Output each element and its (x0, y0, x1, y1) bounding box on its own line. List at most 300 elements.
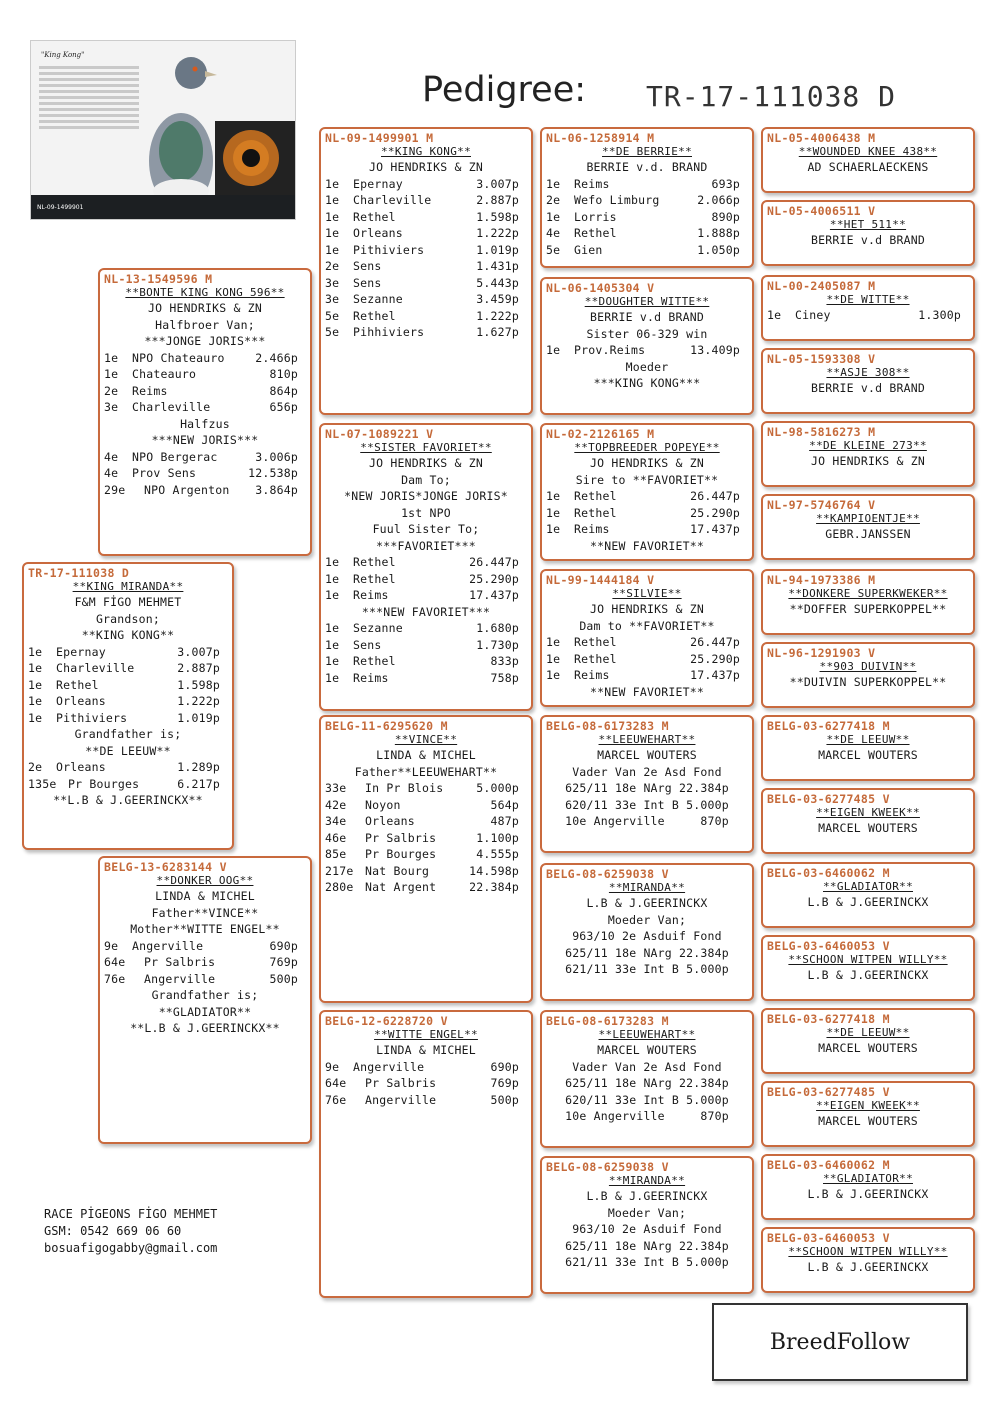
result-row (100, 465, 310, 482)
card-subject (22, 562, 234, 850)
result-points: 3.007p (476, 176, 519, 191)
info-line: 1st NPO (401, 505, 451, 520)
card-dam (98, 856, 312, 1144)
result-race: Pr Salbris (365, 830, 437, 845)
result-place: 1e (546, 635, 561, 649)
pigeon-name: **WOUNDED KNEE 438** (798, 145, 938, 158)
result-place-race (546, 342, 645, 359)
result-row (24, 644, 232, 661)
result-race: Pithiviers (56, 710, 128, 725)
result-race: Pithiviers (353, 242, 425, 257)
info-line: ***NEW JORIS*** (151, 433, 259, 447)
info-line: 10e Angerville 870p (565, 814, 729, 828)
ring-number: BELG-08-6173283 M (546, 719, 669, 733)
pigeon-name: **DOUGHTER WITTE** (584, 295, 710, 308)
result-place-race (325, 554, 396, 571)
result-race: Rethel (353, 308, 396, 323)
result-place-race (104, 465, 196, 482)
result-row (542, 225, 752, 242)
result-row (542, 342, 752, 359)
result-race: Reims (353, 670, 389, 685)
pigeon-name: **SILVIE** (612, 587, 682, 600)
card-gggp-11 (761, 862, 975, 928)
result-race: Prov.Reims (574, 343, 646, 357)
result-points: 690p (269, 938, 298, 953)
result-points: 17.437p (690, 668, 740, 682)
result-place: 1e (546, 343, 561, 357)
result-points: 487p (490, 814, 519, 828)
result-place: 1e (104, 367, 119, 381)
result-race: NPO Bergerac (132, 449, 218, 464)
result-place: 5e (325, 308, 340, 323)
result-points: 22.384p (469, 880, 519, 894)
card-gggp-10 (761, 788, 975, 854)
result-row (763, 307, 973, 324)
result-place-race (28, 677, 99, 694)
result-row (321, 846, 531, 863)
contact-phone: GSM: 0542 669 06 60 (44, 1224, 182, 1238)
result-place: 1e (546, 209, 561, 224)
info-line: **KING KONG** (81, 628, 175, 642)
card-ggp-1 (540, 127, 754, 268)
result-row (24, 693, 232, 710)
result-row (24, 677, 232, 694)
card-gggp-16 (761, 1227, 975, 1293)
result-place-race (325, 291, 403, 308)
info-line: L.B & J.GEERINCKX (586, 1189, 708, 1203)
ring-number: NL-94-1973386 M (767, 573, 876, 587)
result-row (321, 879, 531, 896)
result-place-race (546, 192, 659, 209)
result-race: In Pr Blois (365, 781, 444, 795)
result-place: 280e (325, 880, 354, 894)
card-gggp-3 (761, 275, 975, 341)
ring-number: NL-02-2126165 M (546, 427, 655, 441)
info-line: **DUIVIN SUPERKOPPEL** (789, 675, 947, 689)
result-row (100, 938, 310, 955)
result-points: 17.437p (690, 522, 740, 536)
result-points: 656p (269, 400, 298, 414)
result-race: Sezanne (353, 621, 403, 635)
result-race: Gien (574, 242, 603, 257)
result-place-race (546, 634, 617, 651)
result-place-race (325, 571, 396, 588)
result-race: Pihhiviers (353, 325, 425, 339)
result-points: 1.598p (476, 209, 519, 224)
info-line: Dam to **FAVORIET** (579, 618, 715, 633)
ring-number: BELG-03-6460062 M (767, 866, 890, 880)
result-points: 1.627p (476, 325, 519, 339)
card-ggp-2 (540, 277, 754, 415)
pigeon-name: **EIGEN KWEEK** (816, 1099, 920, 1112)
pigeon-name: **GLADIATOR** (823, 880, 913, 893)
info-line: **NEW FAVORIET** (590, 538, 704, 553)
result-place: 4e (104, 449, 119, 464)
result-place-race (546, 505, 617, 522)
result-points: 5.000p (476, 781, 519, 795)
result-row (24, 660, 232, 677)
pigeon-name: **EIGEN KWEEK** (816, 806, 920, 819)
pigeon-name: **DE BERRIE** (602, 145, 692, 158)
result-place-race (325, 863, 429, 880)
result-row (24, 759, 232, 776)
result-race: Charleville (56, 661, 135, 675)
result-points: 2.887p (476, 193, 519, 207)
ring-number: NL-06-1258914 M (546, 131, 655, 145)
card-sire-dam (319, 423, 533, 711)
card-gggp-13 (761, 1008, 975, 1074)
card-gggp-8 (761, 642, 975, 708)
info-line: LINDA & MICHEL (376, 748, 476, 762)
result-place: 64e (325, 1076, 347, 1090)
result-row (321, 587, 531, 604)
result-place: 85e (325, 847, 347, 861)
info-line: 625/11 18e NArg 22.384p (565, 781, 729, 795)
result-place-race (104, 971, 215, 988)
info-line: **L.B & J.GEERINCKX** (53, 793, 203, 807)
result-place: 9e (104, 938, 119, 953)
result-race: Angerville (365, 1092, 437, 1107)
result-points: 1.300p (918, 308, 961, 322)
info-line: Dam To; (401, 472, 451, 487)
result-row (542, 651, 752, 668)
result-race: Ciney (795, 308, 831, 322)
result-row (321, 275, 531, 292)
result-row (321, 653, 531, 670)
ring-number: NL-05-4006438 M (767, 131, 876, 145)
info-line: 620/11 33e Int B 5.000p (565, 797, 729, 812)
info-line: MARCEL WOUTERS (597, 1043, 697, 1057)
result-place: 3e (104, 400, 119, 414)
result-place: 1e (546, 176, 561, 191)
result-points: 1.431p (476, 259, 519, 273)
result-points: 4.555p (476, 847, 519, 861)
result-place-race (325, 620, 403, 637)
result-place: 1e (28, 661, 43, 675)
result-place: 1e (325, 588, 340, 602)
pigeon-name: **KING MIRANDA** (72, 580, 184, 593)
card-sire-sire (319, 127, 533, 415)
ring-number: BELG-13-6283144 V (104, 860, 227, 874)
pigeon-photo (30, 40, 296, 220)
info-line: BERRIE v.d BRAND (590, 310, 704, 324)
result-race: Rethel (56, 677, 99, 692)
result-race: Pr Salbris (365, 1076, 437, 1090)
result-place-race (325, 1059, 424, 1076)
info-line: AD SCHAERLAECKENS (807, 160, 929, 174)
result-place-race (104, 449, 217, 466)
result-place-race (325, 797, 401, 814)
result-row (321, 780, 531, 797)
pigeon-name: **ASJE 308** (826, 366, 910, 379)
info-line: Moeder Van; (607, 912, 687, 927)
result-points: 3.459p (476, 292, 519, 306)
ring-number: BELG-12-6228720 V (325, 1014, 448, 1028)
result-points: 1.680p (476, 621, 519, 635)
pigeon-name: **DONKER OOG** (156, 874, 254, 887)
pigeon-name: **BONTE KING KONG 596** (125, 286, 285, 299)
result-race: Pr Bourges (68, 776, 140, 791)
ring-number: NL-97-5746764 V (767, 498, 876, 512)
result-place-race (325, 308, 396, 325)
result-place: 1e (28, 694, 43, 708)
result-place-race (325, 587, 389, 604)
result-place: 1e (546, 489, 561, 503)
info-line: BERRIE v.d BRAND (811, 233, 925, 247)
info-line: L.B & J.GEERINCKX (807, 895, 929, 909)
result-row (100, 366, 310, 383)
result-points: 25.290p (690, 505, 740, 520)
result-place: 76e (104, 971, 126, 986)
result-row (321, 242, 531, 259)
result-place: 5e (325, 325, 340, 339)
result-race: Rethel (574, 489, 617, 503)
result-row (542, 521, 752, 538)
ring-number: BELG-03-6277485 V (767, 1085, 890, 1099)
result-place: 1e (28, 644, 43, 659)
result-place: 1e (325, 654, 340, 668)
result-row (321, 192, 531, 209)
ring-number: NL-05-4006511 V (767, 204, 876, 218)
result-row (100, 350, 310, 367)
result-place-race (325, 653, 396, 670)
result-place-race (104, 399, 210, 416)
result-place-race (325, 846, 436, 863)
result-points: 12.538p (248, 466, 298, 480)
info-line: F&M FİGO MEHMET (74, 595, 182, 609)
info-line: JO HENDRIKS & ZN (148, 301, 262, 315)
result-race: Orleans (56, 694, 106, 708)
result-points: 17.437p (469, 588, 519, 602)
result-points: 690p (490, 1059, 519, 1074)
result-row (100, 482, 310, 499)
info-line: JO HENDRIKS & ZN (369, 160, 483, 174)
result-place-race (325, 324, 424, 341)
card-gggp-6 (761, 494, 975, 560)
result-place: 76e (325, 1092, 347, 1107)
result-points: 1.100p (476, 830, 519, 845)
pigeon-name: **KING KONG** (381, 145, 471, 158)
card-ggp-4 (540, 569, 754, 707)
result-place: 34e (325, 814, 347, 828)
card-gggp-4 (761, 348, 975, 414)
result-row (542, 634, 752, 651)
card-gggp-12 (761, 935, 975, 1001)
result-points: 2.466p (255, 350, 298, 365)
result-row (542, 209, 752, 226)
result-place: 33e (325, 781, 347, 795)
result-row (321, 830, 531, 847)
result-place-race (325, 209, 396, 226)
result-place: 1e (325, 242, 340, 257)
info-line: Halfzus (180, 416, 230, 431)
card-ggp-7 (540, 1010, 754, 1148)
result-race: Sens (353, 637, 382, 652)
ring-number: NL-05-1593308 V (767, 352, 876, 366)
result-place-race (28, 776, 139, 793)
info-line: L.B & J.GEERINCKX (807, 968, 929, 982)
result-race: Angerville (144, 971, 216, 986)
result-points: 833p (490, 654, 519, 668)
result-points: 769p (269, 955, 298, 969)
result-place-race (325, 192, 431, 209)
card-dam-dam (319, 1010, 533, 1298)
result-place: 3e (325, 292, 340, 306)
info-line: Halfbroer Van; (155, 317, 255, 332)
result-race: Angerville (132, 938, 204, 953)
result-points: 769p (490, 1076, 519, 1090)
info-line: 963/10 2e Asduif Fond (572, 929, 722, 943)
result-race: Chateauro (132, 367, 197, 381)
card-ggp-6 (540, 863, 754, 1001)
result-race: Reims (353, 588, 389, 602)
result-place: 1e (325, 555, 340, 569)
result-race: NPO Argenton (144, 482, 230, 497)
ring-number: BELG-03-6460053 V (767, 939, 890, 953)
result-points: 1.730p (476, 637, 519, 652)
result-race: Rethel (353, 209, 396, 224)
info-line: **NEW FAVORIET** (590, 684, 704, 699)
result-race: Reims (574, 522, 610, 536)
result-row (321, 1075, 531, 1092)
result-place: 2e (104, 383, 119, 398)
info-line: Grandson; (95, 611, 161, 626)
result-place-race (104, 366, 196, 383)
info-line: JO HENDRIKS & ZN (369, 456, 483, 470)
info-line: 620/11 33e Int B 5.000p (565, 1092, 729, 1107)
result-points: 1.222p (177, 694, 220, 708)
info-line: Moeder Van; (607, 1205, 687, 1220)
pigeon-name: **LEEUWEHART** (598, 733, 696, 746)
result-row (100, 954, 310, 971)
info-line: Vader Van 2e Asd Fond (572, 764, 722, 779)
info-line: Father**LEEUWEHART** (354, 764, 498, 779)
info-line: GEBR.JANSSEN (825, 527, 911, 541)
result-race: Epernay (353, 176, 403, 191)
ring-number: BELG-08-6259038 V (546, 1160, 669, 1174)
result-place-race (104, 350, 225, 367)
card-gggp-15 (761, 1154, 975, 1220)
info-line: MARCEL WOUTERS (597, 748, 697, 762)
result-row (100, 449, 310, 466)
result-points: 500p (490, 1092, 519, 1107)
pigeon-name: **DONKERE SUPERKWEKER** (788, 587, 948, 600)
result-race: Orleans (56, 760, 106, 774)
result-place-race (28, 644, 106, 661)
info-line: **L.B & J.GEERINCKX** (130, 1021, 280, 1035)
result-race: Lorris (574, 209, 617, 224)
result-points: 2.887p (177, 661, 220, 675)
info-line: 10e Angerville 870p (565, 1109, 729, 1123)
result-place-race (546, 176, 610, 193)
contact-email: bosuafigogabby@gmail.com (44, 1241, 218, 1255)
pigeon-name: **WITTE ENGEL** (374, 1028, 478, 1041)
result-race: Prov Sens (132, 466, 197, 480)
result-row (321, 291, 531, 308)
ring-number: NL-99-1444184 V (546, 573, 655, 587)
ring-number: BELG-03-6277418 M (767, 719, 890, 733)
info-line: 625/11 18e NArg 22.384p (565, 945, 729, 960)
info-line: BERRIE v.d BRAND (811, 381, 925, 395)
result-points: 1.050p (697, 242, 740, 257)
result-points: 26.447p (690, 635, 740, 649)
result-points: 890p (711, 209, 740, 224)
result-points: 3.007p (177, 644, 220, 659)
result-place: 1e (104, 350, 119, 365)
result-place: 1e (325, 226, 340, 240)
ring-number: TR-17-111038 D (28, 566, 130, 580)
card-gggp-7 (761, 569, 975, 635)
result-row (542, 488, 752, 505)
info-line: 625/11 18e NArg 22.384p (565, 1076, 729, 1090)
contact-name: RACE PİGEONS FİGO MEHMET (44, 1207, 218, 1221)
info-line: JO HENDRIKS & ZN (590, 602, 704, 616)
pigeon-name: **HET 511** (829, 218, 907, 231)
info-line: LINDA & MICHEL (155, 889, 255, 903)
result-race: Sens (353, 259, 382, 273)
result-place: 1e (325, 621, 340, 635)
result-place-race (104, 938, 203, 955)
ring-number: BELG-03-6460062 M (767, 1158, 890, 1172)
result-place-race (325, 637, 382, 654)
result-race: Rethel (353, 571, 396, 586)
info-line: 621/11 33e Int B 5.000p (565, 962, 729, 976)
ring-number: BELG-03-6277485 V (767, 792, 890, 806)
card-gggp-9 (761, 715, 975, 781)
pigeon-name: **MIRANDA** (608, 881, 686, 894)
result-race: Sens (353, 275, 382, 290)
pigeon-name: **DE LEEUW** (826, 1026, 910, 1039)
result-row (321, 571, 531, 588)
result-place-race (28, 693, 106, 710)
result-row (100, 399, 310, 416)
info-line: MARCEL WOUTERS (818, 748, 918, 762)
card-dam-sire (319, 715, 533, 1003)
result-race: Orleans (353, 226, 403, 240)
result-place: 2e (546, 193, 561, 207)
info-line: 625/11 18e NArg 22.384p (565, 1238, 729, 1253)
info-line: Fuul Sister To; (372, 522, 480, 536)
result-race: Orleans (365, 814, 415, 828)
result-points: 500p (269, 971, 298, 986)
result-place-race (104, 482, 229, 499)
result-place-race (325, 1092, 436, 1109)
result-place: 1e (325, 637, 340, 652)
result-points: 25.290p (690, 651, 740, 666)
result-place: 1e (767, 308, 782, 322)
pigeon-name: **TOPBREEDER POPEYE** (574, 441, 720, 454)
info-line: Sire to **FAVORIET** (575, 472, 719, 487)
result-place-race (104, 383, 168, 400)
result-race: Sezanne (353, 292, 403, 306)
result-points: 1.019p (476, 242, 519, 257)
card-gggp-5 (761, 421, 975, 487)
pigeon-name: **SCHOON WITPEN WILLY** (788, 1245, 948, 1258)
result-row (321, 1092, 531, 1109)
result-race: Reims (574, 668, 610, 682)
result-place-race (325, 176, 403, 193)
result-place: 135e (28, 776, 57, 791)
result-row (24, 776, 232, 793)
info-line: **GLADIATOR** (158, 1004, 252, 1019)
result-place-race (325, 275, 382, 292)
pigeon-name: **LEEUWEHART** (598, 1028, 696, 1041)
result-points: 13.409p (690, 343, 740, 357)
info-line: L.B & J.GEERINCKX (807, 1260, 929, 1274)
pigeon-name: **SISTER FAVORIET** (360, 441, 492, 454)
result-place: 3e (325, 275, 340, 290)
result-row (321, 863, 531, 880)
